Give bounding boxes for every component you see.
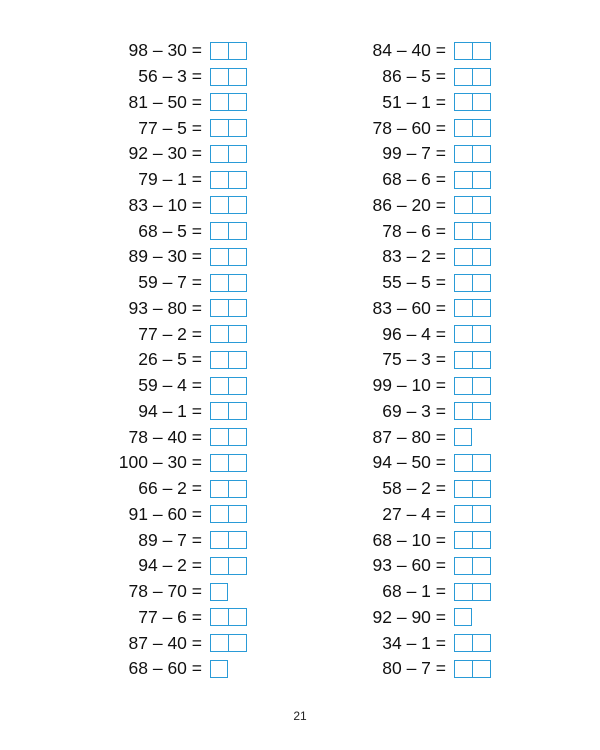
answer-digit-box[interactable]	[210, 557, 229, 575]
answer-digit-box[interactable]	[454, 171, 473, 189]
problem-row	[100, 115, 247, 141]
answer-digit-box[interactable]	[454, 557, 473, 575]
answer-digit-box[interactable]	[473, 583, 491, 601]
answer-digit-box[interactable]	[229, 145, 247, 163]
answer-box-group[interactable]	[454, 42, 491, 60]
answer-digit-box[interactable]	[210, 454, 229, 472]
problem-expression: 77 – 2 =	[138, 323, 202, 344]
answer-digit-box[interactable]	[473, 196, 491, 214]
problem-expression: 68 – 5 =	[138, 220, 202, 241]
answer-digit-box[interactable]	[473, 325, 491, 343]
problem-expression: 93 – 60 =	[372, 555, 446, 576]
answer-box-group[interactable]	[454, 145, 491, 163]
answer-box-group[interactable]	[210, 119, 247, 137]
answer-box-group[interactable]	[210, 402, 247, 420]
answer-digit-box[interactable]	[473, 531, 491, 549]
answer-box-group[interactable]	[210, 557, 247, 575]
answer-digit-box[interactable]	[454, 428, 472, 446]
problem-expression: 69 – 3 =	[382, 400, 446, 421]
answer-digit-box[interactable]	[473, 299, 491, 317]
problem-row	[344, 193, 491, 219]
answer-digit-box[interactable]	[454, 608, 472, 626]
problem-expression: 34 – 1 =	[382, 632, 446, 653]
answer-digit-box[interactable]	[454, 145, 473, 163]
answer-box-group[interactable]	[210, 660, 228, 678]
problem-row	[100, 38, 247, 64]
answer-box-group[interactable]	[210, 299, 247, 317]
answer-digit-box[interactable]	[210, 377, 229, 395]
problem-row	[100, 527, 247, 553]
answer-digit-box[interactable]	[229, 119, 247, 137]
problem-expression: 51 – 1 =	[382, 91, 446, 112]
answer-digit-box[interactable]	[229, 377, 247, 395]
page-number: 21	[293, 709, 307, 723]
answer-box-group[interactable]	[454, 119, 491, 137]
answer-box-group[interactable]	[454, 402, 491, 420]
left-problem-column	[100, 38, 247, 682]
problem-row	[344, 218, 491, 244]
answer-digit-box[interactable]	[473, 274, 491, 292]
answer-digit-box[interactable]	[229, 171, 247, 189]
answer-digit-box[interactable]	[454, 351, 473, 369]
answer-digit-box[interactable]	[473, 171, 491, 189]
answer-digit-box[interactable]	[210, 634, 229, 652]
problem-expression: 99 – 7 =	[382, 143, 446, 164]
answer-digit-box[interactable]	[473, 377, 491, 395]
answer-digit-box[interactable]	[229, 325, 247, 343]
problem-row	[344, 527, 491, 553]
answer-box-group[interactable]	[210, 608, 247, 626]
problem-row	[100, 553, 247, 579]
problem-row	[100, 347, 247, 373]
answer-digit-box[interactable]	[210, 299, 229, 317]
problem-row	[100, 656, 247, 682]
answer-digit-box[interactable]	[454, 583, 473, 601]
answer-digit-box[interactable]	[454, 402, 473, 420]
problem-row	[344, 399, 491, 425]
answer-box-group[interactable]	[454, 634, 491, 652]
problem-row	[344, 90, 491, 116]
answer-digit-box[interactable]	[210, 196, 229, 214]
problem-expression: 86 – 5 =	[382, 66, 446, 87]
problem-row	[344, 244, 491, 270]
problem-expression: 27 – 4 =	[382, 503, 446, 524]
problem-row	[100, 424, 247, 450]
problem-row	[344, 115, 491, 141]
answer-digit-box[interactable]	[210, 42, 229, 60]
answer-box-group[interactable]	[210, 480, 247, 498]
answer-box-group[interactable]	[454, 531, 491, 549]
answer-digit-box[interactable]	[229, 428, 247, 446]
answer-digit-box[interactable]	[229, 42, 247, 60]
problem-row	[100, 605, 247, 631]
problem-row	[344, 579, 491, 605]
answer-digit-box[interactable]	[210, 119, 229, 137]
problem-row	[100, 193, 247, 219]
problem-row	[100, 579, 247, 605]
answer-digit-box[interactable]	[454, 274, 473, 292]
problem-expression: 83 – 10 =	[128, 194, 202, 215]
answer-digit-box[interactable]	[473, 454, 491, 472]
problem-row	[344, 373, 491, 399]
answer-digit-box[interactable]	[229, 196, 247, 214]
answer-digit-box[interactable]	[229, 93, 247, 111]
problem-row	[344, 64, 491, 90]
answer-box-group[interactable]	[454, 480, 491, 498]
problem-row	[100, 630, 247, 656]
answer-digit-box[interactable]	[210, 325, 229, 343]
problem-expression: 79 – 1 =	[138, 169, 202, 190]
answer-digit-box[interactable]	[454, 454, 473, 472]
answer-box-group[interactable]	[210, 248, 247, 266]
answer-box-group[interactable]	[210, 68, 247, 86]
answer-digit-box[interactable]	[210, 505, 229, 523]
answer-box-group[interactable]	[210, 531, 247, 549]
answer-digit-box[interactable]	[454, 634, 473, 652]
problem-row	[100, 399, 247, 425]
answer-digit-box[interactable]	[210, 428, 229, 446]
problem-expression: 78 – 6 =	[382, 220, 446, 241]
problem-expression: 92 – 30 =	[128, 143, 202, 164]
answer-box-group[interactable]	[454, 299, 491, 317]
problem-row	[100, 90, 247, 116]
answer-digit-box[interactable]	[454, 299, 473, 317]
problem-row	[100, 167, 247, 193]
answer-digit-box[interactable]	[454, 505, 473, 523]
problem-expression: 75 – 3 =	[382, 349, 446, 370]
answer-digit-box[interactable]	[229, 274, 247, 292]
answer-digit-box[interactable]	[210, 68, 229, 86]
answer-box-group[interactable]	[454, 222, 491, 240]
answer-digit-box[interactable]	[473, 402, 491, 420]
answer-digit-box[interactable]	[454, 119, 473, 137]
answer-box-group[interactable]	[210, 171, 247, 189]
answer-box-group[interactable]	[454, 171, 491, 189]
problem-expression: 81 – 50 =	[128, 91, 202, 112]
problem-row	[344, 347, 491, 373]
problem-row	[100, 296, 247, 322]
answer-box-group[interactable]	[210, 505, 247, 523]
answer-box-group[interactable]	[210, 377, 247, 395]
problem-row	[344, 321, 491, 347]
problem-row	[100, 502, 247, 528]
problem-expression: 58 – 2 =	[382, 478, 446, 499]
answer-digit-box[interactable]	[229, 505, 247, 523]
problem-expression: 96 – 4 =	[382, 323, 446, 344]
answer-digit-box[interactable]	[473, 68, 491, 86]
answer-box-group[interactable]	[210, 634, 247, 652]
answer-digit-box[interactable]	[454, 480, 473, 498]
problem-expression: 86 – 20 =	[372, 194, 446, 215]
problem-row	[344, 553, 491, 579]
answer-box-group[interactable]	[454, 608, 472, 626]
problem-row	[344, 630, 491, 656]
answer-box-group[interactable]	[454, 274, 491, 292]
answer-digit-box[interactable]	[210, 660, 228, 678]
problem-expression: 94 – 2 =	[138, 555, 202, 576]
problem-expression: 98 – 30 =	[128, 40, 202, 61]
answer-digit-box[interactable]	[229, 402, 247, 420]
problem-expression: 77 – 6 =	[138, 606, 202, 627]
answer-digit-box[interactable]	[473, 351, 491, 369]
problem-row	[100, 476, 247, 502]
answer-digit-box[interactable]	[210, 145, 229, 163]
answer-box-group[interactable]	[210, 196, 247, 214]
answer-digit-box[interactable]	[229, 634, 247, 652]
answer-digit-box[interactable]	[229, 557, 247, 575]
answer-digit-box[interactable]	[229, 531, 247, 549]
problem-row	[344, 296, 491, 322]
problem-expression: 78 – 40 =	[128, 426, 202, 447]
problem-expression: 55 – 5 =	[382, 272, 446, 293]
answer-digit-box[interactable]	[454, 660, 473, 678]
problem-row	[100, 373, 247, 399]
problem-row	[100, 450, 247, 476]
problem-expression: 68 – 1 =	[382, 581, 446, 602]
answer-digit-box[interactable]	[229, 480, 247, 498]
answer-digit-box[interactable]	[229, 299, 247, 317]
problem-expression: 68 – 10 =	[372, 529, 446, 550]
answer-digit-box[interactable]	[473, 634, 491, 652]
problem-expression: 77 – 5 =	[138, 117, 202, 138]
answer-digit-box[interactable]	[473, 660, 491, 678]
problem-expression: 59 – 4 =	[138, 375, 202, 396]
answer-box-group[interactable]	[210, 222, 247, 240]
answer-digit-box[interactable]	[229, 454, 247, 472]
problem-row	[344, 450, 491, 476]
answer-box-group[interactable]	[454, 351, 491, 369]
problem-row	[344, 270, 491, 296]
problem-expression: 99 – 10 =	[372, 375, 446, 396]
problem-row	[344, 167, 491, 193]
answer-digit-box[interactable]	[229, 351, 247, 369]
problem-row	[100, 218, 247, 244]
problem-expression: 84 – 40 =	[372, 40, 446, 61]
answer-digit-box[interactable]	[473, 119, 491, 137]
problem-expression: 92 – 90 =	[372, 606, 446, 627]
problem-expression: 78 – 60 =	[372, 117, 446, 138]
problem-row	[344, 141, 491, 167]
right-problem-column	[344, 38, 491, 682]
problem-expression: 68 – 6 =	[382, 169, 446, 190]
answer-digit-box[interactable]	[210, 531, 229, 549]
answer-box-group[interactable]	[454, 325, 491, 343]
answer-digit-box[interactable]	[210, 248, 229, 266]
answer-digit-box[interactable]	[210, 222, 229, 240]
problem-expression: 83 – 2 =	[382, 246, 446, 267]
problem-row	[100, 141, 247, 167]
problem-expression: 89 – 30 =	[128, 246, 202, 267]
answer-box-group[interactable]	[210, 325, 247, 343]
answer-digit-box[interactable]	[473, 248, 491, 266]
answer-box-group[interactable]	[210, 428, 247, 446]
answer-box-group[interactable]	[454, 68, 491, 86]
problem-expression: 87 – 40 =	[128, 632, 202, 653]
problem-expression: 56 – 3 =	[138, 66, 202, 87]
answer-digit-box[interactable]	[210, 351, 229, 369]
answer-digit-box[interactable]	[473, 145, 491, 163]
problem-row	[344, 605, 491, 631]
answer-digit-box[interactable]	[473, 557, 491, 575]
problem-row	[100, 270, 247, 296]
problem-expression: 80 – 7 =	[382, 658, 446, 679]
answer-box-group[interactable]	[454, 583, 491, 601]
answer-box-group[interactable]	[454, 505, 491, 523]
answer-digit-box[interactable]	[454, 42, 473, 60]
problem-row	[344, 424, 491, 450]
answer-digit-box[interactable]	[210, 402, 229, 420]
problem-expression: 89 – 7 =	[138, 529, 202, 550]
problem-expression: 26 – 5 =	[138, 349, 202, 370]
answer-digit-box[interactable]	[229, 222, 247, 240]
answer-box-group[interactable]	[210, 583, 228, 601]
answer-digit-box[interactable]	[210, 480, 229, 498]
answer-box-group[interactable]	[454, 196, 491, 214]
problem-row	[344, 502, 491, 528]
answer-digit-box[interactable]	[473, 505, 491, 523]
answer-digit-box[interactable]	[473, 480, 491, 498]
answer-digit-box[interactable]	[454, 325, 473, 343]
answer-box-group[interactable]	[454, 428, 472, 446]
answer-digit-box[interactable]	[210, 93, 229, 111]
answer-digit-box[interactable]	[454, 531, 473, 549]
answer-digit-box[interactable]	[473, 93, 491, 111]
problem-expression: 100 – 30 =	[118, 452, 202, 473]
problem-expression: 78 – 70 =	[128, 581, 202, 602]
answer-digit-box[interactable]	[210, 171, 229, 189]
answer-box-group[interactable]	[454, 557, 491, 575]
answer-box-group[interactable]	[454, 454, 491, 472]
problem-expression: 87 – 80 =	[372, 426, 446, 447]
answer-box-group[interactable]	[210, 454, 247, 472]
answer-digit-box[interactable]	[454, 196, 473, 214]
problem-expression: 93 – 80 =	[128, 297, 202, 318]
answer-box-group[interactable]	[454, 93, 491, 111]
answer-digit-box[interactable]	[454, 248, 473, 266]
answer-digit-box[interactable]	[210, 274, 229, 292]
answer-digit-box[interactable]	[229, 248, 247, 266]
problem-expression: 94 – 1 =	[138, 400, 202, 421]
problem-expression: 59 – 7 =	[138, 272, 202, 293]
answer-digit-box[interactable]	[454, 93, 473, 111]
answer-digit-box[interactable]	[210, 583, 228, 601]
answer-digit-box[interactable]	[454, 377, 473, 395]
problem-expression: 91 – 60 =	[128, 503, 202, 524]
answer-digit-box[interactable]	[229, 608, 247, 626]
problem-row	[100, 321, 247, 347]
problem-row	[100, 64, 247, 90]
problem-row	[100, 244, 247, 270]
answer-box-group[interactable]	[454, 660, 491, 678]
answer-digit-box[interactable]	[473, 42, 491, 60]
answer-digit-box[interactable]	[454, 68, 473, 86]
answer-digit-box[interactable]	[229, 68, 247, 86]
problem-row	[344, 656, 491, 682]
answer-box-group[interactable]	[210, 145, 247, 163]
answer-digit-box[interactable]	[210, 608, 229, 626]
problem-row	[344, 38, 491, 64]
problem-expression: 68 – 60 =	[128, 658, 202, 679]
answer-box-group[interactable]	[454, 248, 491, 266]
answer-box-group[interactable]	[454, 377, 491, 395]
answer-box-group[interactable]	[210, 42, 247, 60]
answer-box-group[interactable]	[210, 274, 247, 292]
answer-box-group[interactable]	[210, 93, 247, 111]
answer-digit-box[interactable]	[454, 222, 473, 240]
problem-expression: 83 – 60 =	[372, 297, 446, 318]
answer-digit-box[interactable]	[473, 222, 491, 240]
problem-row	[344, 476, 491, 502]
problem-expression: 94 – 50 =	[372, 452, 446, 473]
answer-box-group[interactable]	[210, 351, 247, 369]
problem-expression: 66 – 2 =	[138, 478, 202, 499]
